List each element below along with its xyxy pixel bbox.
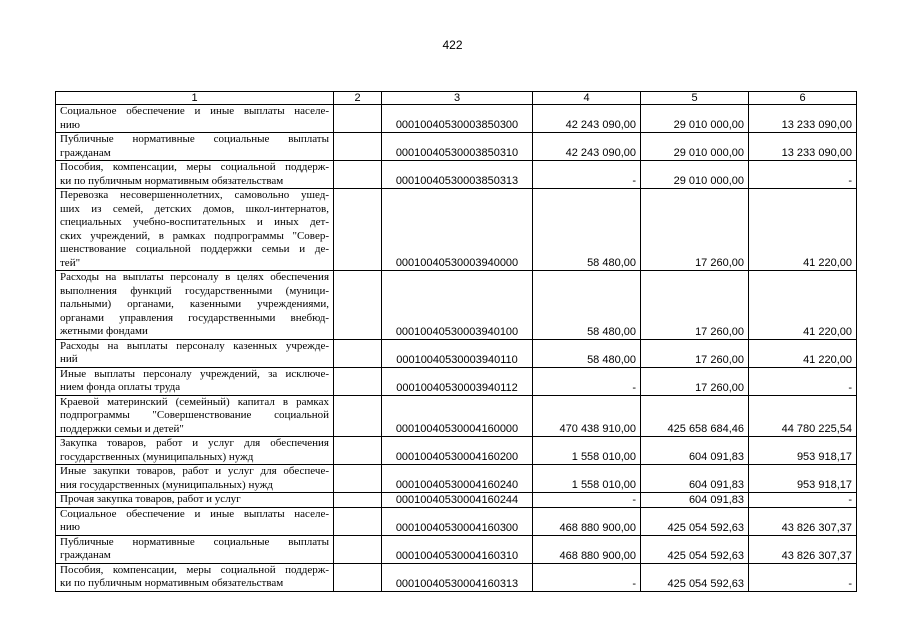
column-header: 4 — [533, 92, 641, 105]
row-description — [56, 395, 334, 437]
column-2-cell — [334, 563, 382, 591]
column-header: 6 — [749, 92, 857, 105]
column-2-cell — [334, 395, 382, 437]
column-2-cell — [334, 437, 382, 465]
description-line: пальными) органами, казенными учреждениями, — [60, 298, 329, 310]
column-4-value: 58 480,00 — [533, 339, 641, 367]
column-4-value: 468 880 900,00 — [533, 507, 641, 535]
description-line: ских учреждений, в рамках подпрограммы "Совер- — [60, 229, 329, 242]
column-5-value: 29 010 000,00 — [641, 133, 749, 161]
column-6-value: 953 918,17 — [749, 437, 857, 465]
description-line: поддержки семьи и детей" — [60, 422, 184, 435]
column-6-value: 43 826 307,37 — [749, 535, 857, 563]
column-4-value: - — [533, 563, 641, 591]
table-row — [56, 161, 857, 189]
column-4-value: 1 558 010,00 — [533, 437, 641, 465]
budget-code-cell: 00010040530004160200 — [382, 437, 533, 465]
column-6-value: 43 826 307,37 — [749, 507, 857, 535]
column-2-cell — [334, 271, 382, 340]
budget-code-cell: 00010040530003940110 — [382, 339, 533, 367]
description-line: Публичные нормативные социальные выплаты — [60, 535, 329, 548]
description-line: ний — [60, 353, 78, 365]
description-line: шенствование социальной поддержки семьи и де- — [60, 243, 329, 255]
description-line: Прочая закупка товаров, работ и услуг — [60, 493, 241, 505]
description-line: гражданам — [60, 146, 111, 159]
row-description — [56, 105, 334, 133]
column-5-value: 17 260,00 — [641, 367, 749, 395]
column-4-value: 470 438 910,00 — [533, 395, 641, 437]
column-6-value: - — [749, 563, 857, 591]
column-6-value: 41 220,00 — [749, 189, 857, 271]
budget-code-cell: 00010040530004160310 — [382, 535, 533, 563]
description-line: выполнения функций государственными (муници- — [60, 284, 329, 297]
column-2-cell — [334, 367, 382, 395]
column-6-value: 41 220,00 — [749, 271, 857, 340]
column-5-value: 604 091,83 — [641, 465, 749, 493]
table-row — [56, 395, 857, 437]
table-row — [56, 133, 857, 161]
column-5-value: 604 091,83 — [641, 493, 749, 508]
description-line: ния государственных (муниципальных) нужд — [60, 478, 273, 491]
budget-code-cell: 00010040530004160000 — [382, 395, 533, 437]
description-line: Социальное обеспечение и иные выплаты населе- — [60, 105, 329, 117]
column-2-cell — [334, 493, 382, 508]
table-row — [56, 465, 857, 493]
table-row — [56, 535, 857, 563]
column-2-cell — [334, 161, 382, 189]
column-6-value: 44 780 225,54 — [749, 395, 857, 437]
description-line: ки по публичным нормативным обязательствам — [60, 577, 284, 589]
budget-code-cell: 00010040530003940112 — [382, 367, 533, 395]
table-row — [56, 437, 857, 465]
column-5-value: 425 054 592,63 — [641, 535, 749, 563]
table-row — [56, 507, 857, 535]
budget-code-cell: 00010040530003850300 — [382, 105, 533, 133]
row-description — [56, 339, 334, 367]
column-2-cell — [334, 507, 382, 535]
description-line: Расходы на выплаты персоналу в целях обеспечения — [60, 271, 329, 283]
row-description — [56, 367, 334, 395]
description-line: Пособия, компенсации, меры социальной поддерж- — [60, 563, 329, 576]
budget-code-cell: 00010040530004160300 — [382, 507, 533, 535]
description-line: нием фонда оплаты труда — [60, 381, 181, 393]
row-description — [56, 437, 334, 465]
description-line: Иные выплаты персоналу учреждений, за исключе- — [60, 367, 329, 380]
row-description — [56, 563, 334, 591]
column-header: 5 — [641, 92, 749, 105]
column-6-value: - — [749, 367, 857, 395]
column-2-cell — [334, 133, 382, 161]
column-header: 1 — [56, 92, 334, 105]
table-row — [56, 339, 857, 367]
description-line: ки по публичным нормативным обязательствам — [60, 174, 284, 187]
budget-code-cell: 00010040530003940000 — [382, 189, 533, 271]
row-description — [56, 465, 334, 493]
column-4-value: 468 880 900,00 — [533, 535, 641, 563]
budget-code-cell: 00010040530003940100 — [382, 271, 533, 340]
column-4-value: - — [533, 367, 641, 395]
column-6-value: 13 233 090,00 — [749, 133, 857, 161]
row-description — [56, 133, 334, 161]
column-5-value: 604 091,83 — [641, 437, 749, 465]
column-6-value: 953 918,17 — [749, 465, 857, 493]
table-row — [56, 105, 857, 133]
budget-code-cell: 00010040530004160313 — [382, 563, 533, 591]
description-line: Расходы на выплаты персоналу казенных учрежде- — [60, 339, 329, 352]
column-4-value: 42 243 090,00 — [533, 133, 641, 161]
column-4-value: - — [533, 493, 641, 508]
row-description — [56, 271, 334, 340]
column-6-value: 41 220,00 — [749, 339, 857, 367]
column-5-value: 425 054 592,63 — [641, 563, 749, 591]
table-header-row — [56, 92, 857, 105]
table-row — [56, 367, 857, 395]
description-line: жетными фондами — [60, 325, 148, 337]
column-5-value: 425 658 684,46 — [641, 395, 749, 437]
column-4-value: 58 480,00 — [533, 271, 641, 340]
column-5-value: 17 260,00 — [641, 189, 749, 271]
column-header: 3 — [382, 92, 533, 105]
row-description — [56, 493, 334, 508]
column-4-value: 42 243 090,00 — [533, 105, 641, 133]
table-body — [56, 105, 857, 592]
table-row — [56, 493, 857, 508]
description-line: Закупка товаров, работ и услуг для обеспечения — [60, 437, 329, 449]
budget-code-cell: 00010040530004160240 — [382, 465, 533, 493]
description-line: органами управления государственными внебюд- — [60, 311, 329, 324]
table-row — [56, 189, 857, 271]
column-4-value: 1 558 010,00 — [533, 465, 641, 493]
description-line: подпрограммы "Совершенствование социальной — [60, 409, 329, 421]
budget-code-cell: 00010040530003850310 — [382, 133, 533, 161]
description-line: гражданам — [60, 549, 111, 561]
description-line: Социальное обеспечение и иные выплаты населе- — [60, 507, 329, 520]
column-5-value: 17 260,00 — [641, 339, 749, 367]
description-line: специальных учебно-воспитательных и иных дет- — [60, 216, 329, 228]
column-6-value: - — [749, 493, 857, 508]
table-row — [56, 563, 857, 591]
column-5-value: 17 260,00 — [641, 271, 749, 340]
budget-code-cell: 00010040530003850313 — [382, 161, 533, 189]
column-2-cell — [334, 465, 382, 493]
description-line: тей" — [60, 256, 81, 269]
column-header: 2 — [334, 92, 382, 105]
row-description — [56, 535, 334, 563]
table-row — [56, 271, 857, 340]
description-line: Пособия, компенсации, меры социальной поддерж- — [60, 161, 329, 173]
description-line: нию — [60, 521, 80, 533]
row-description — [56, 189, 334, 271]
column-5-value: 425 054 592,63 — [641, 507, 749, 535]
description-line: Публичные нормативные социальные выплаты — [60, 133, 329, 145]
description-line: Перевозка несовершеннолетних, самовольно ушед- — [60, 189, 329, 201]
column-2-cell — [334, 535, 382, 563]
description-line: нию — [60, 118, 80, 131]
budget-table — [55, 91, 857, 592]
description-line: государственных (муниципальных) нужд — [60, 450, 254, 463]
column-2-cell — [334, 105, 382, 133]
column-6-value: 13 233 090,00 — [749, 105, 857, 133]
row-description — [56, 507, 334, 535]
budget-code-cell: 00010040530004160244 — [382, 493, 533, 508]
column-2-cell — [334, 189, 382, 271]
column-2-cell — [334, 339, 382, 367]
page-number: 422 — [442, 38, 463, 52]
column-6-value: - — [749, 161, 857, 189]
description-line: Иные закупки товаров, работ и услуг для обеспече- — [60, 465, 329, 477]
column-4-value: 58 480,00 — [533, 189, 641, 271]
column-5-value: 29 010 000,00 — [641, 161, 749, 189]
description-line: ших из семей, детских домов, школ-интернатов, — [60, 202, 329, 215]
column-5-value: 29 010 000,00 — [641, 105, 749, 133]
row-description — [56, 161, 334, 189]
column-4-value: - — [533, 161, 641, 189]
description-line: Краевой материнский (семейный) капитал в рамках — [60, 395, 329, 408]
